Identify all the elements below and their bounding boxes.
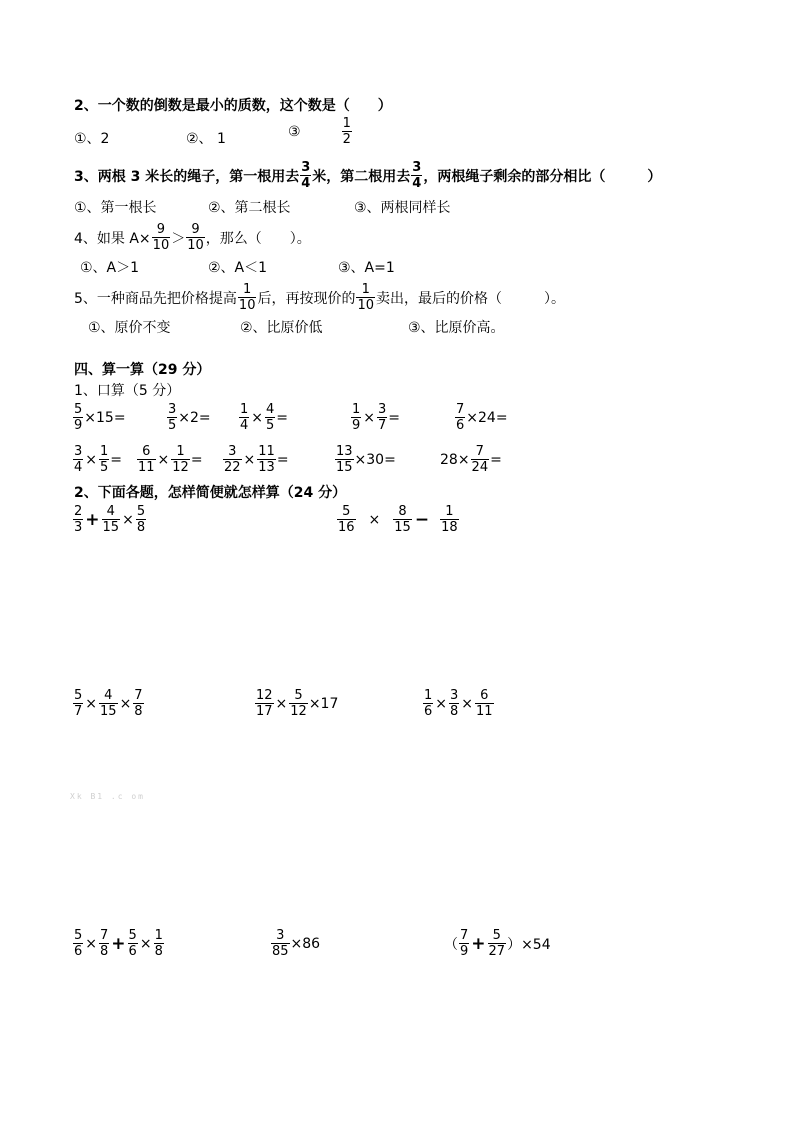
simplify-problem-7: $\frac{3}{85}$ ×86: [272, 928, 321, 959]
oral-problem: $\frac{7}{6}$ ×24=: [456, 402, 508, 433]
q2-option-2: ②、 1: [186, 131, 226, 147]
watermark-text: Xk B1 .c om: [70, 792, 145, 801]
simplify-problem-4: $\frac{12}{17}$ × $\frac{5}{12}$ ×17: [256, 688, 339, 719]
oral-problem: $\frac{1}{9}$ × $\frac{3}{7}$ =: [352, 402, 401, 433]
fraction: $\frac{3}{4}$: [412, 160, 422, 191]
option-label: ③: [288, 123, 301, 140]
oral-problem: $\frac{3}{5}$ ×2=: [168, 402, 211, 433]
q5-option-3: ③、比原价高。: [408, 320, 505, 336]
oral-problem: $\frac{3}{4}$ × $\frac{1}{5}$ =: [74, 444, 123, 475]
oral-problem: 28× $\frac{7}{24}$ =: [440, 444, 502, 475]
q3-option-3: ③、两根同样长: [354, 200, 451, 216]
oral-problem: $\frac{6}{11}$ × $\frac{1}{12}$ =: [138, 444, 203, 475]
simplify-problem-6: $\frac{5}{6}$ × $\frac{7}{8}$ + $\frac{5}{6}$ × $\frac{1}{8}$: [74, 928, 163, 959]
oral-calc-title: 1、口算（5 分）: [74, 383, 181, 399]
simplify-problem-3: $\frac{5}{7}$ × $\frac{4}{15}$ × $\frac{7}{8}$: [74, 688, 143, 719]
oral-problem: $\frac{3}{22}$ × $\frac{11}{13}$ =: [224, 444, 289, 475]
q5-option-2: ②、比原价低: [240, 320, 323, 336]
fraction: $\frac{1}{10}$: [357, 282, 375, 313]
q3-option-1: ①、第一根长: [74, 200, 157, 216]
q2-option-1: ①、2: [74, 131, 110, 147]
section-title: 四、算一算（29 分）: [74, 362, 211, 378]
q4-option-2: ②、A＜1: [208, 260, 268, 276]
fraction: $\frac{9}{10}$: [187, 222, 204, 253]
question-4: 4、如果 A× $\frac{9}{10}$ ＞ $\frac{9}{10}$ ，那么（ ）。: [74, 222, 311, 253]
simplify-title: 2、下面各题，怎样简便就怎样算（24 分）: [74, 485, 347, 501]
q4-option-3: ③、A=1: [338, 260, 395, 276]
oral-problem: $\frac{5}{9}$ ×15=: [74, 402, 126, 433]
q5-option-1: ①、原价不变: [88, 320, 171, 336]
fraction: $\frac{1}{2}$: [342, 116, 351, 147]
simplify-problem-1: $\frac{2}{3}$ + $\frac{4}{15}$ × $\frac{5}{8}$: [74, 504, 146, 535]
simplify-problem-2: $\frac{5}{16}$ × $\frac{8}{15}$ − $\frac{1}{18}$: [338, 504, 458, 535]
q2-option-3: [288, 116, 353, 147]
simplify-problem-5: $\frac{1}{6}$ × $\frac{3}{8}$ × $\frac{6}{11}$: [424, 688, 493, 719]
q4-option-1: ①、A＞1: [80, 260, 140, 276]
q3-option-2: ②、第二根长: [208, 200, 291, 216]
question-5: 5、一种商品先把价格提高 $\frac{1}{10}$ 后，再按现价的 $\frac{1}{10}$ 卖出，最后的价格（ ）。: [74, 282, 566, 313]
fraction: $\frac{1}{10}$: [238, 282, 256, 313]
oral-problem: $\frac{1}{4}$ × $\frac{4}{5}$ =: [240, 402, 289, 433]
fraction: $\frac{3}{4}$: [301, 160, 311, 191]
fraction: $\frac{9}{10}$: [152, 222, 170, 253]
oral-problem: $\frac{13}{15}$ ×30=: [336, 444, 396, 475]
question-3: 3、两根 3 米长的绳子，第一根用去 $\frac{3}{4}$ 米，第二根用去 $\frac{3}{4}$ ，两根绳子剩余的部分相比（ ）: [74, 160, 662, 191]
simplify-problem-8: （ $\frac{7}{9}$ + $\frac{5}{27}$ ）×54: [444, 928, 551, 959]
question-2: 2、一个数的倒数是最小的质数，这个数是（ ）: [74, 98, 392, 114]
